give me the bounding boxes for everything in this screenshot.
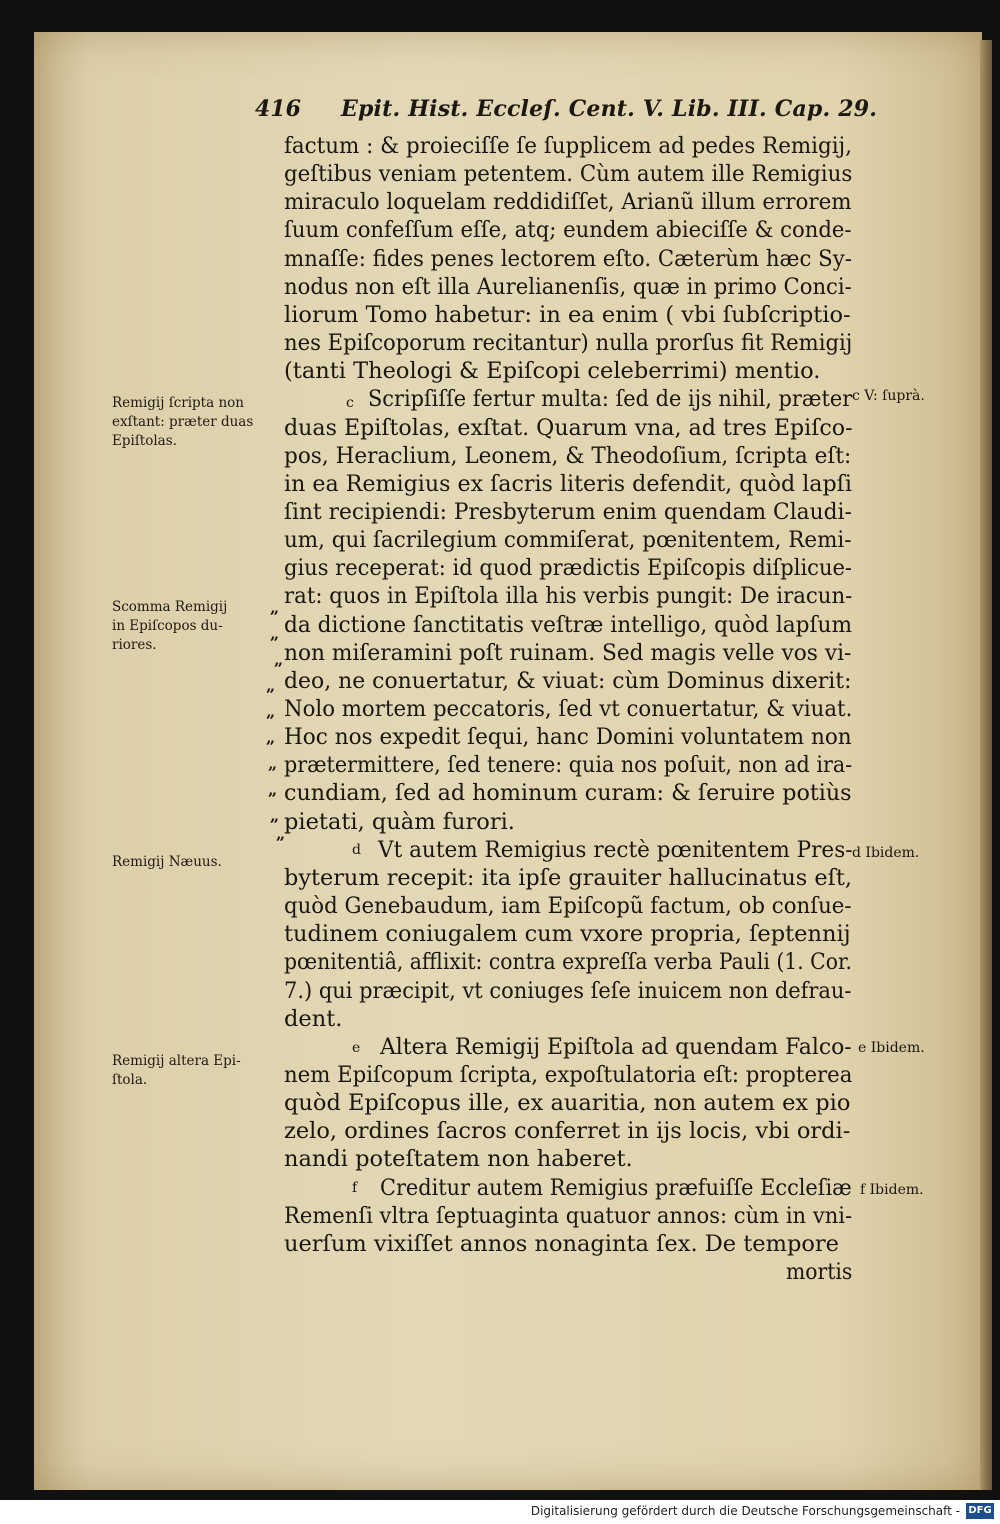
quote-mark: „: [270, 624, 280, 643]
marginal-note-line: Epiſtolas.: [112, 433, 177, 449]
page-number: 416: [255, 96, 301, 122]
marginal-note-line: riores.: [112, 637, 157, 653]
text-line: pœnitentiâ, afflixit: contra expreſſa verba Pauli (1. Cor.: [284, 949, 852, 976]
text-line: quòd Genebaudum, iam Epiſcopũ factum, ob conſue-: [284, 893, 852, 920]
paragraph-ref-e: e: [352, 1040, 361, 1056]
text-line: nes Epiſcoporum recitantur) nulla prorſus fit Remigij: [284, 330, 853, 357]
text-line: nem Epiſcopum ſcripta, expoſtulatoria eſt: propterea: [284, 1061, 853, 1088]
text-line: 7.) qui præcipit, vt coniuges ſeſe inuicem non defrau-: [284, 977, 852, 1004]
page-edge: [980, 40, 992, 1490]
text-line: miraculo loquelam reddidiſſet, Arianũ illum errorem: [284, 189, 852, 216]
marginal-note-2: [112, 598, 227, 655]
quote-mark: „: [276, 824, 286, 843]
text-line: geſtibus veniam petentem. Cùm autem ille Remigius: [284, 161, 853, 188]
marginal-note-3: [112, 853, 222, 872]
quote-mark: „: [266, 702, 276, 721]
quote-mark: „: [270, 806, 280, 825]
marginal-note-line: Remigij ſcripta non: [112, 395, 244, 411]
text-line: Scripſiſſe fertur multa: ſed de ijs nihil, præter: [368, 386, 853, 413]
sidenote-f: f Ibidem.: [860, 1182, 924, 1198]
text-line: mnaſſe: fides penes lectorem eſto. Cæterùm hæc Sy-: [284, 245, 852, 272]
quote-mark: „: [266, 676, 276, 695]
quote-mark: „: [274, 650, 284, 669]
text-line: zelo, ordines ſacros conferret in ijs locis, vbi ordi-: [284, 1118, 851, 1145]
text-line: Nolo mortem peccatoris, ſed vt conuertatur, & viuat.: [284, 696, 853, 722]
text-line: pietati, quàm furori.: [284, 808, 515, 835]
running-title: Epit. Hist. Eccleſ. Cent. V. Lib. III. Cap. 29.: [341, 96, 878, 122]
text-line: Creditur autem Remigius præfuiſſe Eccleſiæ: [380, 1174, 852, 1201]
funding-notice: Digitalisierung gefördert durch die Deutsche Forschungsgemeinschaft -: [530, 1504, 960, 1518]
text-line: duas Epiſtolas, exſtat. Quarum vna, ad tres Epiſco-: [284, 414, 853, 441]
text-line: Remenſi vltra ſeptuaginta quatuor annos: cùm in vni-: [284, 1202, 853, 1229]
text-line: Hoc nos expedit ſequi, hanc Domini voluntatem non: [284, 724, 852, 751]
marginal-note-line: in Epiſcopos du-: [112, 618, 223, 634]
quote-mark: „: [266, 728, 276, 747]
marginal-note-line: Scomma Remigij: [112, 599, 228, 615]
text-line: mortis: [786, 1259, 853, 1285]
text-line: prætermittere, ſed tenere: quia nos poſuit, non ad ira-: [284, 752, 853, 779]
text-line: um, qui ſacrilegium commiſerat, pœnitentem, Remi-: [284, 527, 852, 554]
text-line: ſint recipiendi: Presbyterum enim quendam Claudi-: [284, 498, 852, 525]
text-line: uerſum vixiſſet annos nonaginta ſex. De tempore: [284, 1230, 839, 1257]
text-line: liorum Tomo habetur: in ea enim ( vbi ſubſcriptio-: [284, 301, 851, 328]
text-line: deo, ne conuertatur, & viuat: cùm Dominus dixerit:: [284, 667, 852, 694]
text-line: in ea Remigius ex ſacris literis defendit, quòd lapſi: [284, 470, 852, 497]
text-line: nodus non eſt illa Aurelianenſis, quæ in primo Conci-: [284, 273, 852, 300]
marginal-note-line: exſtant: præter duas: [112, 414, 254, 430]
paragraph-ref-d: d: [352, 842, 361, 858]
text-line: tudinem coniugalem cum vxore propria, ſeptennij: [284, 921, 851, 948]
dfg-logo: DFG: [966, 1503, 994, 1519]
quote-mark: „: [270, 598, 280, 617]
text-line: dent.: [284, 1005, 343, 1032]
running-header: [255, 96, 878, 130]
text-line: quòd Epiſcopus ille, ex auaritia, non autem ex pio: [284, 1090, 851, 1117]
text-line: ſuum confeſſum eſſe, atq; eundem abieciſſe & conde-: [284, 217, 852, 244]
paragraph-ref-c: c: [346, 395, 354, 411]
text-line: non miſeramini poſt ruinam. Sed magis velle vos vi-: [284, 639, 852, 666]
sidenote-e: e Ibidem.: [858, 1040, 925, 1056]
marginal-note-line: Remigij altera Epi-: [112, 1053, 241, 1069]
footer-bar: [0, 1500, 1000, 1524]
text-line: byterum recepit: ita ipſe grauiter hallucinatus eſt,: [284, 864, 853, 891]
text-line: da dictione ſanctitatis veſtræ intelligo, quòd lapſum: [284, 611, 853, 638]
marginal-note-line: ſtola.: [112, 1072, 148, 1088]
text-line: (tanti Theologi & Epiſcopi celeberrimi) mentio.: [284, 358, 821, 385]
sidenote-d: d Ibidem.: [852, 845, 920, 861]
text-line: Altera Remigij Epiſtola ad quendam Falco-: [380, 1033, 852, 1060]
text-line: cundiam, ſed ad hominum curam: & ſeruire potiùs: [284, 780, 852, 807]
marginal-note-line: Remigij Næuus.: [112, 854, 222, 870]
sidenote-c: c V: ſuprà.: [852, 388, 925, 404]
quote-mark: „: [268, 754, 278, 773]
marginal-note-1: [112, 394, 253, 451]
text-line: factum : & proieciſſe ſe ſupplicem ad pedes Remigij,: [284, 133, 852, 159]
text-line: nandi poteſtatem non haberet.: [284, 1146, 633, 1173]
text-line: pos, Heraclium, Leonem, & Theodoſium, ſcripta eſt:: [284, 442, 852, 469]
text-line: gius receperat: id quod prædictis Epiſcopis diſplicue-: [284, 555, 853, 582]
text-line: Vt autem Remigius rectè pœnitentem Pres-: [378, 836, 853, 863]
paragraph-ref-f: f: [352, 1180, 358, 1196]
quote-mark: „: [268, 780, 278, 799]
marginal-note-4: [112, 1052, 241, 1090]
text-line: rat: quos in Epiſtola illa his verbis pungit: De iracun-: [284, 583, 853, 610]
